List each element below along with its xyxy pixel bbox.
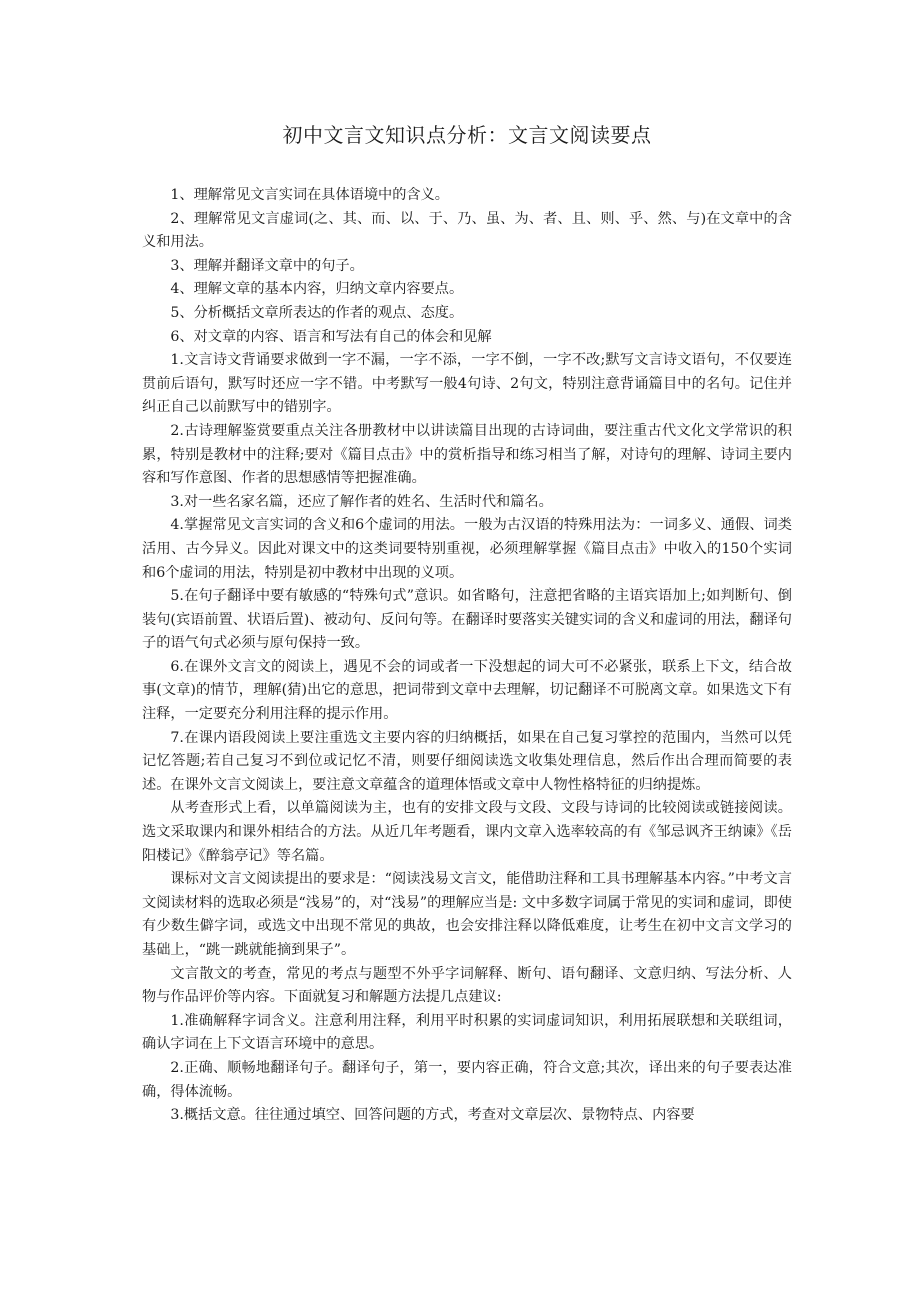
paragraph: 6.在课外文言文的阅读上，遇见不会的词或者一下没想起的词大可不必紧张，联系上下文，结合故事(文章)的情节，理解(猜)出它的意思，把词带到文章中去理解，切记翻译不可脱离文章。如果选文下有注释，一定要充分利用注释的提示作用。 <box>142 658 792 723</box>
paragraph: 4、理解文章的基本内容，归纳文章内容要点。 <box>170 281 464 298</box>
paragraph: 2、理解常见文言虚词(之、其、而、以、于、乃、虽、为、者、且、则、乎、然、与)在文章中的含义和用法。 <box>142 210 792 251</box>
paragraph: 5.在句子翻译中要有敏感的“特殊句式”意识。如省略句，注意把省略的主语宾语加上;如判断句、倒装句(宾语前置、状语后置)、被动句、反问句等。在翻译时要落实关键实词的含义和虚词的用法，翻译句子的语气句式必须与原句保持一致。 <box>142 588 792 652</box>
document-page <box>142 120 792 1128</box>
paragraph: 7.在课内语段阅读上要注重选文主要内容的归纳概括，如果在自己复习掌控的范围内，当然可以凭记忆答题;若自己复习不到位或记忆不清，则要仔细阅读选文收集处理信息，然后作出合理而简要的表述。在课外文言文阅读上，要注意文章蕴含的道理体悟或文章中人物性格特征的归纳提炼。 <box>142 729 792 793</box>
paragraph: 3.对一些名家名篇，还应了解作者的姓名、生活时代和篇名。 <box>170 493 553 510</box>
paragraph: 课标对文言文阅读提出的要求是：“阅读浅易文言文，能借助注释和工具书理解基本内容。”中考文言文阅读材料的选取必须是“浅易”的，对“浅易”的理解应当是: 文中多数字词属于常见的实词和虚词，即使有少数生僻字词，或选文中出现不常见的典故，也会安排注释以降低难度，让考生在初中文言文学习的基础上，“跳一跳就能摘到果子”。 <box>142 871 792 958</box>
paragraph: 2.古诗理解鉴赏要重点关注各册教材中以讲读篇目出现的古诗词曲，要注重古代文化文学常识的积累，特别是教材中的注释;要对《篇目点击》中的赏析指导和练习相当了解，对诗句的理解、诗词主要内容和写作意图、作者的思想感情等把握准确。 <box>142 422 792 487</box>
paragraph: 6、对文章的内容、语言和写法有自己的体会和见解 <box>170 328 492 345</box>
document-body <box>142 184 792 1128</box>
paragraph: 1、理解常见文言实词在具体语境中的含义。 <box>170 187 449 203</box>
paragraph: 3、理解并翻译文章中的句子。 <box>170 257 364 274</box>
paragraph: 4.掌握常见文言实词的含义和6个虚词的用法。一般为古汉语的特殊用法为：一词多义、通假、词类活用、古今异义。因此对课文中的这类词要特别重视，必须理解掌握《篇目点击》中收入的150个实词和6个虚词的用法，特别是初中教材中出现的义项。 <box>142 517 792 581</box>
paragraph: 2.正确、顺畅地翻译句子。翻译句子，第一，要内容正确，符合文意;其次，译出来的句子要表达准确，得体流畅。 <box>142 1059 792 1100</box>
paragraph: 3.概括文意。往往通过填空、回答问题的方式，考查对文章层次、景物特点、内容要 <box>170 1107 695 1124</box>
paragraph: 文言散文的考查，常见的考点与题型不外乎字词解释、断句、语句翻译、文意归纳、写法分析、人物与作品评价等内容。下面就复习和解题方法提几点建议: <box>142 965 792 1006</box>
paragraph: 1.准确解释字词含义。注意利用注释，利用平时积累的实词虚词知识，利用拓展联想和关联组词，确认字词在上下文语言环境中的意思。 <box>142 1012 792 1053</box>
paragraph: 从考查形式上看，以单篇阅读为主，也有的安排文段与文段、文段与诗词的比较阅读或链接阅读。选文采取课内和课外相结合的方法。从近几年考题看，课内文章入选率较高的有《邹忌讽齐王纳谏》《岳阳楼记》《醉翁亭记》等名篇。 <box>142 800 792 864</box>
paragraph: 1.文言诗文背诵要求做到一字不漏，一字不添，一字不倒，一字不改;默写文言诗文语句，不仅要连贯前后语句，默写时还应一字不错。中考默写一般4句诗、2句文，特别注意背诵篇目中的名句。记住并纠正自己以前默写中的错别字。 <box>142 352 792 416</box>
paragraph: 5、分析概括文章所表达的作者的观点、态度。 <box>170 304 464 321</box>
document-title: 初中文言文知识点分析：文言文阅读要点 <box>282 123 652 147</box>
